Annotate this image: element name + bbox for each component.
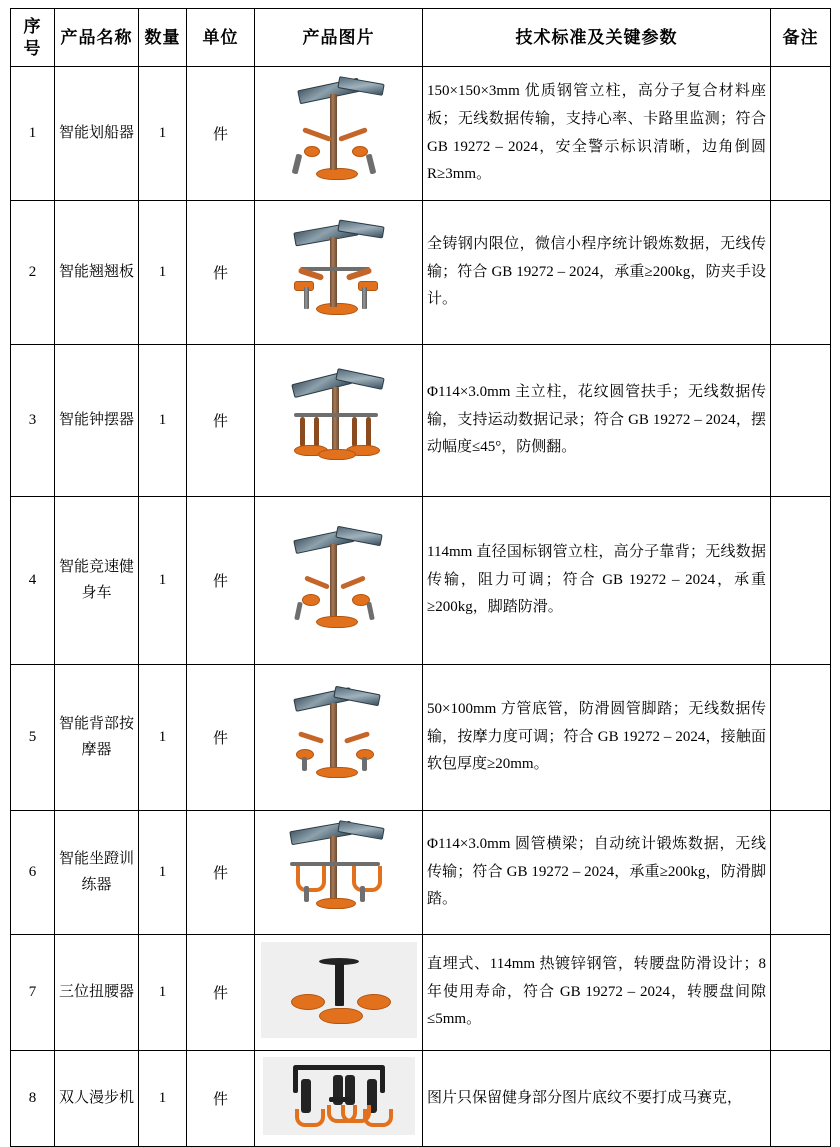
product-image-exercise-bike bbox=[264, 518, 414, 638]
cell-note bbox=[771, 67, 831, 201]
cell-note bbox=[771, 345, 831, 497]
cell-unit: 件 bbox=[187, 201, 255, 345]
cell-note bbox=[771, 935, 831, 1051]
cell-no: 1 bbox=[11, 67, 55, 201]
table-header bbox=[11, 9, 831, 67]
cell-note bbox=[771, 1051, 831, 1147]
table-row bbox=[11, 1051, 831, 1147]
cell-spec: Φ114×3.0mm 圆管横梁；自动统计锻炼数据，无线传输；符合 GB 19272 – 2024，承重≥200kg，防滑脚踏。 bbox=[423, 811, 771, 935]
cell-note bbox=[771, 811, 831, 935]
product-spec-table bbox=[10, 8, 831, 1147]
product-image-pendulum bbox=[264, 363, 414, 473]
cell-spec: 50×100mm 方管底管，防滑圆管脚踏；无线数据传输，按摩力度可调；符合 GB 19272 – 2024，接触面软包厚度≥20mm。 bbox=[423, 665, 771, 811]
cell-spec: 图片只保留健身部分图片底纹不要打成马赛克， bbox=[423, 1051, 771, 1147]
header-cell-qty: 数量 bbox=[139, 9, 187, 67]
cell-spec: Φ114×3.0mm 主立柱，花纹圆管扶手；无线数据传输，支持运动数据记录；符合 GB 19272 – 2024，摆动幅度≤45°，防侧翻。 bbox=[423, 345, 771, 497]
cell-no: 3 bbox=[11, 345, 55, 497]
cell-unit: 件 bbox=[187, 497, 255, 665]
cell-no: 8 bbox=[11, 1051, 55, 1147]
cell-qty: 1 bbox=[139, 345, 187, 497]
product-image-seated-leg-press bbox=[264, 822, 414, 918]
table-row bbox=[11, 67, 831, 201]
cell-unit: 件 bbox=[187, 1051, 255, 1147]
cell-no: 4 bbox=[11, 497, 55, 665]
cell-qty: 1 bbox=[139, 665, 187, 811]
table-row bbox=[11, 935, 831, 1051]
cell-image bbox=[255, 935, 423, 1051]
table-row bbox=[11, 497, 831, 665]
cell-name: 智能划船器 bbox=[55, 67, 139, 201]
cell-name: 三位扭腰器 bbox=[55, 935, 139, 1051]
cell-qty: 1 bbox=[139, 935, 187, 1051]
cell-image bbox=[255, 345, 423, 497]
cell-spec: 直埋式、114mm 热镀锌钢管，转腰盘防滑设计；8 年使用寿命，符合 GB 19272 – 2024，转腰盘间隙≤5mm。 bbox=[423, 935, 771, 1051]
header-cell-name: 产品名称 bbox=[55, 9, 139, 67]
cell-unit: 件 bbox=[187, 811, 255, 935]
cell-no: 5 bbox=[11, 665, 55, 811]
product-image-waist-twister bbox=[261, 942, 417, 1038]
cell-unit: 件 bbox=[187, 935, 255, 1051]
header-row bbox=[11, 9, 831, 67]
header-cell-no: 序号 bbox=[11, 9, 55, 67]
cell-image bbox=[255, 497, 423, 665]
cell-spec: 114mm 直径国标钢管立柱，高分子靠背；无线数据传输，阻力可调；符合 GB 19272 – 2024，承重≥200kg，脚踏防滑。 bbox=[423, 497, 771, 665]
cell-no: 6 bbox=[11, 811, 55, 935]
product-image-back-massager bbox=[264, 687, 414, 783]
table-row bbox=[11, 345, 831, 497]
cell-note bbox=[771, 201, 831, 345]
product-image-seesaw bbox=[264, 215, 414, 325]
cell-spec: 150×150×3mm 优质钢管立柱，高分子复合材料座板；无线数据传输，支持心率、卡路里监测；符合 GB 19272 – 2024，安全警示标识清晰，边角倒圆 R≥3mm。 bbox=[423, 67, 771, 201]
cell-image bbox=[255, 67, 423, 201]
cell-name: 双人漫步机 bbox=[55, 1051, 139, 1147]
table-row bbox=[11, 665, 831, 811]
cell-name: 智能竞速健身车 bbox=[55, 497, 139, 665]
cell-unit: 件 bbox=[187, 67, 255, 201]
header-cell-spec: 技术标准及关键参数 bbox=[423, 9, 771, 67]
cell-spec: 全铸钢内限位，微信小程序统计锻炼数据，无线传输；符合 GB 19272 – 2024，承重≥200kg，防夹手设计。 bbox=[423, 201, 771, 345]
table-row bbox=[11, 201, 831, 345]
cell-no: 7 bbox=[11, 935, 55, 1051]
cell-name: 智能坐蹬训练器 bbox=[55, 811, 139, 935]
cell-no: 2 bbox=[11, 201, 55, 345]
cell-name: 智能翘翘板 bbox=[55, 201, 139, 345]
cell-qty: 1 bbox=[139, 1051, 187, 1147]
cell-qty: 1 bbox=[139, 497, 187, 665]
cell-name: 智能钟摆器 bbox=[55, 345, 139, 497]
cell-image bbox=[255, 811, 423, 935]
cell-qty: 1 bbox=[139, 201, 187, 345]
header-cell-note: 备注 bbox=[771, 9, 831, 67]
cell-qty: 1 bbox=[139, 811, 187, 935]
cell-note bbox=[771, 497, 831, 665]
cell-image bbox=[255, 665, 423, 811]
product-image-rowing bbox=[264, 76, 414, 186]
product-image-air-walker bbox=[263, 1057, 415, 1135]
cell-note bbox=[771, 665, 831, 811]
header-cell-image: 产品图片 bbox=[255, 9, 423, 67]
cell-unit: 件 bbox=[187, 345, 255, 497]
cell-name: 智能背部按摩器 bbox=[55, 665, 139, 811]
table-row bbox=[11, 811, 831, 935]
cell-unit: 件 bbox=[187, 665, 255, 811]
table-body bbox=[11, 67, 831, 1147]
header-cell-unit: 单位 bbox=[187, 9, 255, 67]
cell-image bbox=[255, 201, 423, 345]
cell-image bbox=[255, 1051, 423, 1147]
cell-qty: 1 bbox=[139, 67, 187, 201]
